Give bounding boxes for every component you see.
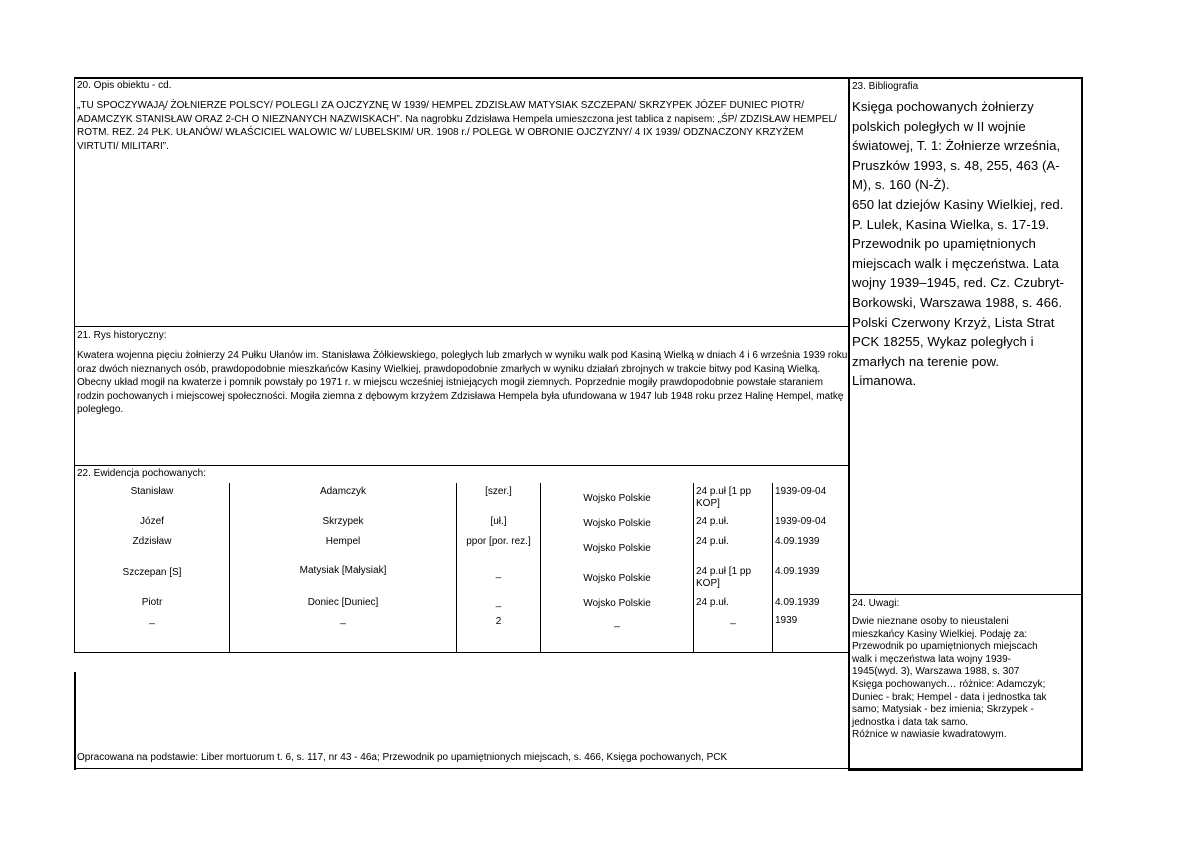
table-row-2-first-name: Józef: [140, 516, 164, 527]
bibliography-line: światowej, T. 1: Żołnierze września,: [852, 138, 1061, 154]
remarks-text: [852, 616, 1080, 742]
section23-header: 23. Bibliografia: [852, 81, 919, 92]
bibliography-line: Przewodnik po upamiętnionych: [852, 236, 1036, 252]
table-row-1-date: 1939-09-04: [775, 486, 827, 497]
table-col-divider-5: [772, 483, 773, 653]
table-row-3-last-name: Hempel: [325, 536, 361, 547]
table-row-6-date: 1939: [775, 615, 798, 626]
section21-top-line: [74, 326, 849, 327]
remarks-line: Przewodnik po upamiętnionych miejscach: [852, 641, 1038, 653]
table-row-1-last-name: Adamczyk: [319, 486, 367, 497]
table-row-6-first-name: _: [149, 614, 155, 625]
section22-header: 22. Ewidencja pochowanych:: [77, 468, 206, 479]
remarks-line: mieszkańcy Kasiny Wielkiej. Podaję za:: [852, 628, 1028, 640]
table-row-2-army: Wojsko Polskie: [583, 518, 651, 529]
remarks-line: Dwie nieznane osoby to nieustaleni: [852, 616, 1009, 627]
bibliography-line: Borkowski, Warszawa 1988, s. 466.: [852, 294, 1063, 310]
bibliography-line: miejscach walk i męczeństwa. Lata: [852, 255, 1059, 271]
bibliography-line: polskich poległych w II wojnie: [852, 118, 1026, 134]
source-note: Opracowana na podstawie: Liber mortuorum t. 6, s. 117, nr 43 - 46a; Przewodnik po upamiętnionych miejscach, s. 466, Księga pochowanych, PCK: [77, 752, 728, 763]
table-row-4-date: 4.09.1939: [775, 566, 820, 577]
table-row-6-last-name: _: [340, 614, 346, 625]
table-row-6-unit: _: [730, 614, 736, 625]
table-row-3-unit: 24 p.uł.: [696, 536, 729, 547]
table-row-5-army: Wojsko Polskie: [583, 598, 651, 609]
table-row-5-date: 4.09.1939: [775, 597, 820, 608]
remarks-line: Duniec - brak; Hempel - data i jednostka tak: [852, 691, 1047, 703]
remarks-line: samo; Matysiak - bez imienia; Skrzypek -: [852, 704, 1034, 716]
frame-bottom-line: [848, 768, 1083, 771]
bibliography-line: Limanowa.: [852, 373, 917, 389]
bibliography-line: 650 lat dziejów Kasiny Wielkiej, red.: [852, 196, 1064, 212]
bibliography-line: zmarłych na terenie pow.: [852, 353, 1000, 369]
table-bottom-line: [74, 652, 849, 653]
table-row-4-rank: _: [495, 568, 502, 579]
source-bottom-line: [74, 768, 850, 769]
remarks-line: Księga pochowanych… różnice: Adamczyk;: [852, 678, 1046, 690]
section21-header: 21. Rys historyczny:: [77, 330, 167, 341]
bibliography-list: [852, 97, 1084, 391]
table-row-4-first-name: Szczepan [S]: [122, 567, 182, 578]
bibliography-line: Pruszków 1993, s. 48, 255, 463 (A-: [852, 157, 1060, 173]
section24-header: 24. Uwagi:: [852, 598, 900, 609]
bibliography-line: M), s. 160 (N-Ż).: [852, 177, 950, 193]
table-row-1-first-name: Stanisław: [130, 486, 174, 497]
bibliography-line: PCK 18255, Wykaz poległych i: [852, 334, 1034, 350]
section22-top-line: [74, 465, 849, 466]
table-row-1-army: Wojsko Polskie: [583, 493, 651, 504]
table-row-5-unit: 24 p.uł.: [696, 597, 729, 608]
remarks-line: 1945(wyd. 3), Warszawa 1988, s. 307: [852, 666, 1020, 678]
table-row-5-first-name: Piotr: [141, 597, 163, 608]
table-row-2-unit: 24 p.uł.: [696, 516, 729, 527]
bibliography-line: wojny 1939–1945, red. Cz. Czubryt-: [852, 275, 1065, 291]
section24-top-line: [849, 594, 1082, 595]
table-row-4-last-name: Matysiak [Małysiak]: [299, 565, 387, 576]
table-row-2-last-name: Skrzypek: [322, 516, 364, 527]
table-row-3-rank: ppor [por. rez.]: [466, 536, 531, 547]
table-row-3-first-name: Zdzisław: [132, 536, 172, 547]
bibliography-line: Księga pochowanych żołnierzy: [852, 99, 1034, 114]
table-row-2-date: 1939-09-04: [775, 516, 827, 527]
table-row-3-army: Wojsko Polskie: [583, 543, 651, 554]
remarks-line: Różnice w nawiasie kwadratowym.: [852, 729, 1007, 741]
table-row-6-rank: 2: [495, 616, 502, 627]
table-row-3-date: 4.09.1939: [775, 536, 820, 547]
table-row-5-rank: _: [495, 597, 502, 608]
remarks-line: walk i męczeństwa lata wojny 1939-: [852, 653, 1011, 665]
section21-text: Kwatera wojenna pięciu żołnierzy 24 Pułku Ułanów im. Stanisława Żółkiewskiego, poległych lub zmarłych w wyniku walk pod Kasiną Wielką w dniach 4 i 6 września 1939 roku oraz dwóch nieznanych osób, prawdopodobnie mieszkańców Kasiny Wielkiej, prawdopodobnie zmarłych w wyniku działań zbrojnych w trakcie bitwy pod Kasiną Wielką. Obecny układ mogił na kwaterze i pomnik powstały po 1971 r. w miejscu wcześniej istniejących mogił ziemnych. Poprzednie mogiły prawdopodobnie powstałe staraniem rodzin pochowanych i miejscowej społeczności. Mogiła ziemna z dębowym krzyżem Zdzisława Hempela była ufundowana w 1947 lub 1948 roku przez Halinę Hempel, matkę poległego.: [77, 350, 848, 415]
remarks-line: jednostka i data tak samo.: [852, 716, 969, 728]
table-col-divider-4: [693, 483, 694, 653]
column-divider-line: [848, 77, 850, 771]
frame-top-line: [74, 77, 1083, 79]
table-row-1-unit: 24 p.uł [1 pp KOP]: [696, 486, 752, 509]
table-row-1-rank: [szer.]: [485, 486, 512, 497]
table-row-4-unit: 24 p.uł [1 pp KOP]: [696, 566, 752, 589]
table-row-6-army: _: [614, 617, 620, 628]
table-row-4-army: Wojsko Polskie: [583, 573, 651, 584]
section20-header: 20. Opis obiektu - cd.: [77, 80, 172, 91]
section20-text: „TU SPOCZYWAJĄ/ ŻOŁNIERZE POLSCY/ POLEGLI ZA OJCZYZNĘ W 1939/ HEMPEL ZDZISŁAW MATYSIAK SZCZEPAN/ SKRZYPEK JÓZEF DUNIEC PIOTR/ ADAMCZYK STANISŁAW ORAZ 2-CH O NIEZNANYCH NAZWISKACH”. Na nagrobku Zdzisława Hempela umieszczona jest tablica z napisem: „ŚP/ ZDZISŁAW HEMPEL/ ROTM. REZ. 24 PŁK. UŁANÓW/ WŁAŚCICIEL WALOWIC W/ LUBELSKIM/ UR. 1908 r./ POLEGŁ W OBRONIE OJCZYZNY/ 4 IX 1939/ ODZNACZONY KRZYŻEM VIRTUTI/ MILITARI”.: [77, 100, 837, 152]
table-row-2-rank: [uł.]: [490, 516, 507, 527]
frame-left-line-lower: [74, 672, 76, 770]
bibliography-line: P. Lulek, Kasina Wielka, s. 17-19.: [852, 216, 1050, 232]
bibliography-line: Polski Czerwony Krzyż, Lista Strat: [852, 314, 1055, 330]
table-row-5-last-name: Doniec [Duniec]: [307, 597, 379, 608]
